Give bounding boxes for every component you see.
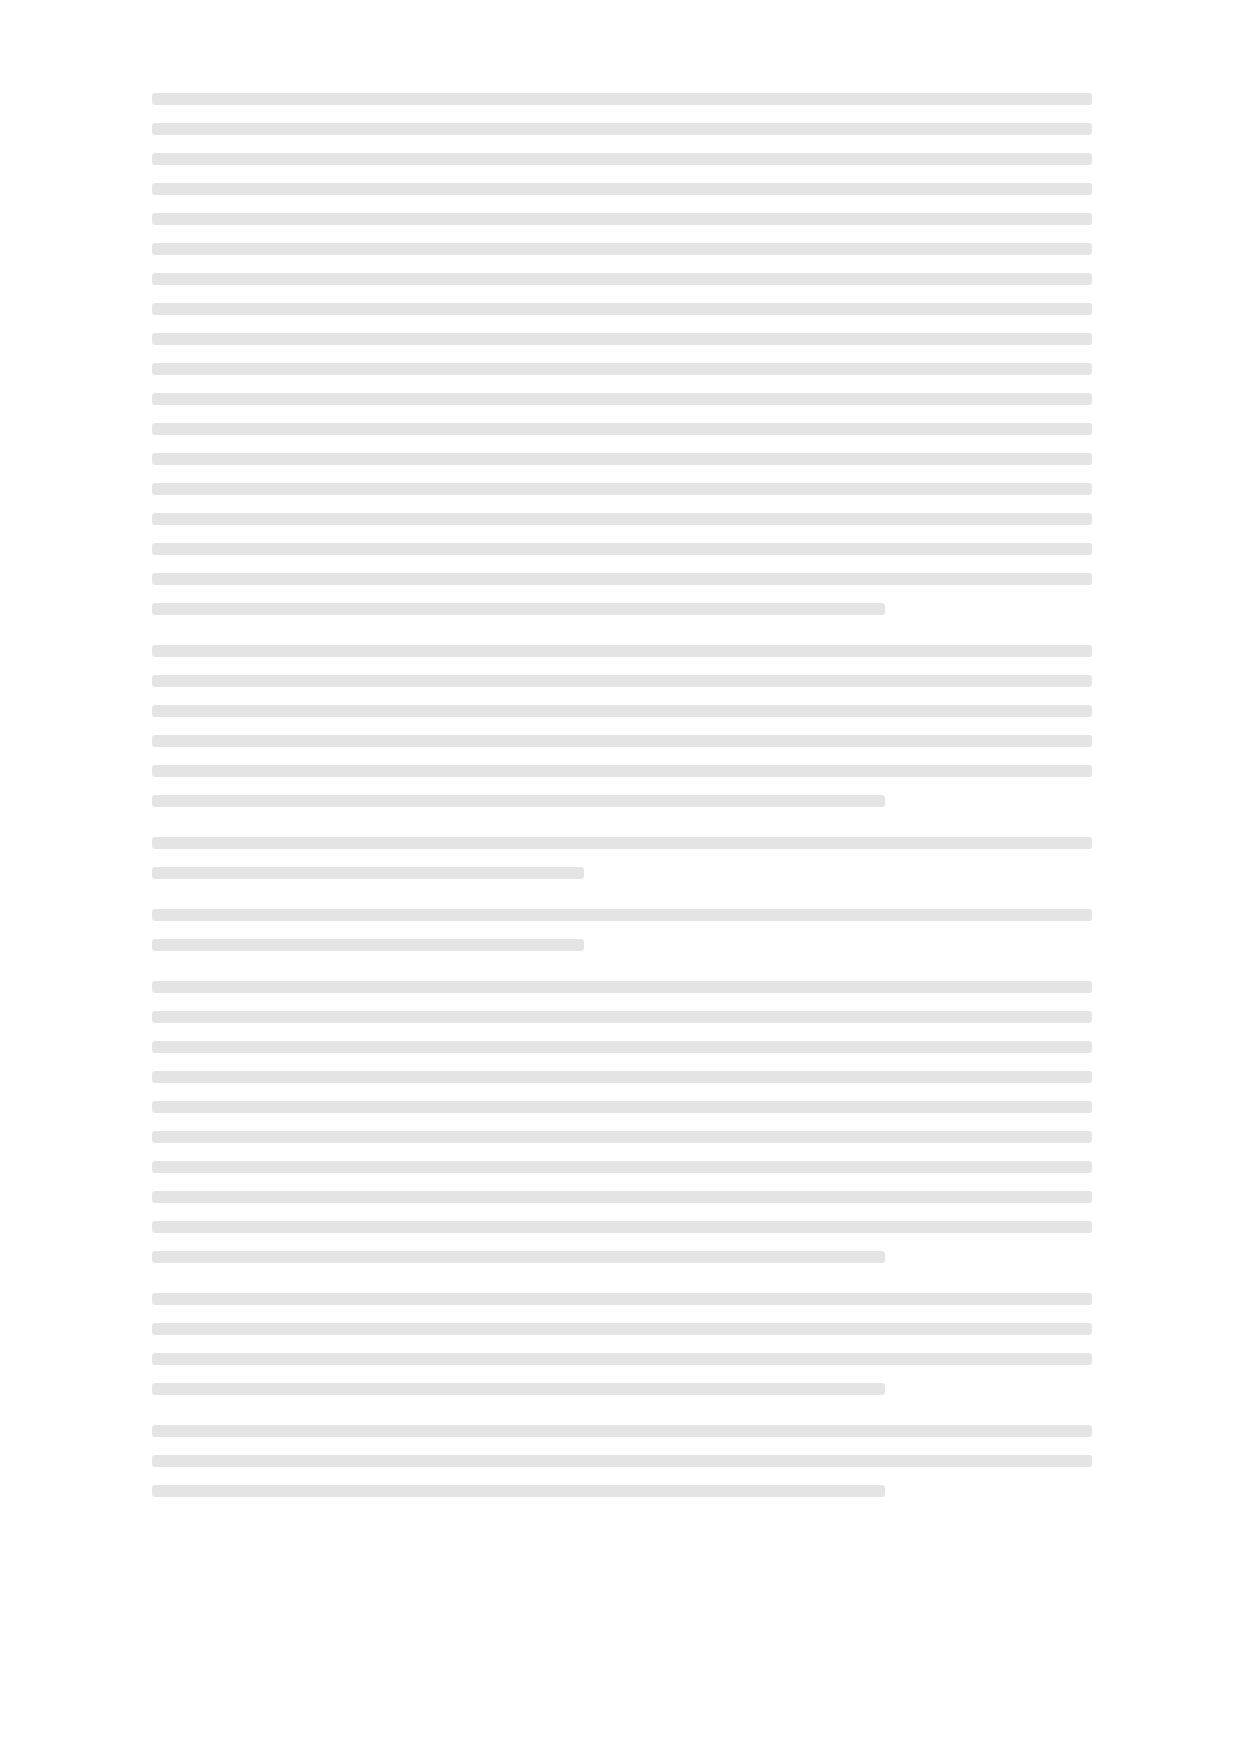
text-line-placeholder bbox=[152, 705, 1092, 717]
text-line-placeholder bbox=[152, 273, 1092, 285]
text-line-placeholder bbox=[152, 1041, 1092, 1053]
paragraph-placeholder bbox=[152, 93, 1092, 615]
text-line-placeholder bbox=[152, 1221, 1092, 1233]
text-line-placeholder bbox=[152, 423, 1092, 435]
text-line-placeholder bbox=[152, 909, 1092, 921]
text-line-placeholder bbox=[152, 333, 1092, 345]
text-line-placeholder bbox=[152, 483, 1092, 495]
paragraph-placeholder bbox=[152, 645, 1092, 807]
text-line-placeholder bbox=[152, 645, 1092, 657]
text-line-placeholder bbox=[152, 1383, 885, 1395]
text-line-placeholder bbox=[152, 213, 1092, 225]
text-line-placeholder bbox=[152, 183, 1092, 195]
text-line-placeholder bbox=[152, 393, 1092, 405]
text-line-placeholder bbox=[152, 123, 1092, 135]
text-line-placeholder bbox=[152, 543, 1092, 555]
text-line-placeholder bbox=[152, 981, 1092, 993]
text-line-placeholder bbox=[152, 453, 1092, 465]
paragraph-placeholder bbox=[152, 909, 1092, 951]
text-line-placeholder bbox=[152, 1293, 1092, 1305]
text-line-placeholder bbox=[152, 1425, 1092, 1437]
paragraph-placeholder bbox=[152, 837, 1092, 879]
text-line-placeholder bbox=[152, 939, 584, 951]
text-line-placeholder bbox=[152, 1161, 1092, 1173]
text-line-placeholder bbox=[152, 675, 1092, 687]
paragraph-placeholder bbox=[152, 1425, 1092, 1497]
text-line-placeholder bbox=[152, 603, 885, 615]
text-line-placeholder bbox=[152, 153, 1092, 165]
text-line-placeholder bbox=[152, 1101, 1092, 1113]
text-line-placeholder bbox=[152, 837, 1092, 849]
text-line-placeholder bbox=[152, 765, 1092, 777]
text-line-placeholder bbox=[152, 1455, 1092, 1467]
text-line-placeholder bbox=[152, 1011, 1092, 1023]
text-line-placeholder bbox=[152, 303, 1092, 315]
text-line-placeholder bbox=[152, 1071, 1092, 1083]
text-line-placeholder bbox=[152, 1353, 1092, 1365]
text-line-placeholder bbox=[152, 867, 584, 879]
text-line-placeholder bbox=[152, 93, 1092, 105]
text-line-placeholder bbox=[152, 1251, 885, 1263]
text-line-placeholder bbox=[152, 363, 1092, 375]
text-line-placeholder bbox=[152, 1191, 1092, 1203]
document-body bbox=[152, 93, 1092, 1497]
text-line-placeholder bbox=[152, 243, 1092, 255]
text-line-placeholder bbox=[152, 735, 1092, 747]
paragraph-placeholder bbox=[152, 1293, 1092, 1395]
paragraph-placeholder bbox=[152, 981, 1092, 1263]
text-line-placeholder bbox=[152, 795, 885, 807]
text-line-placeholder bbox=[152, 1485, 885, 1497]
text-line-placeholder bbox=[152, 573, 1092, 585]
text-line-placeholder bbox=[152, 1323, 1092, 1335]
text-line-placeholder bbox=[152, 1131, 1092, 1143]
text-line-placeholder bbox=[152, 513, 1092, 525]
